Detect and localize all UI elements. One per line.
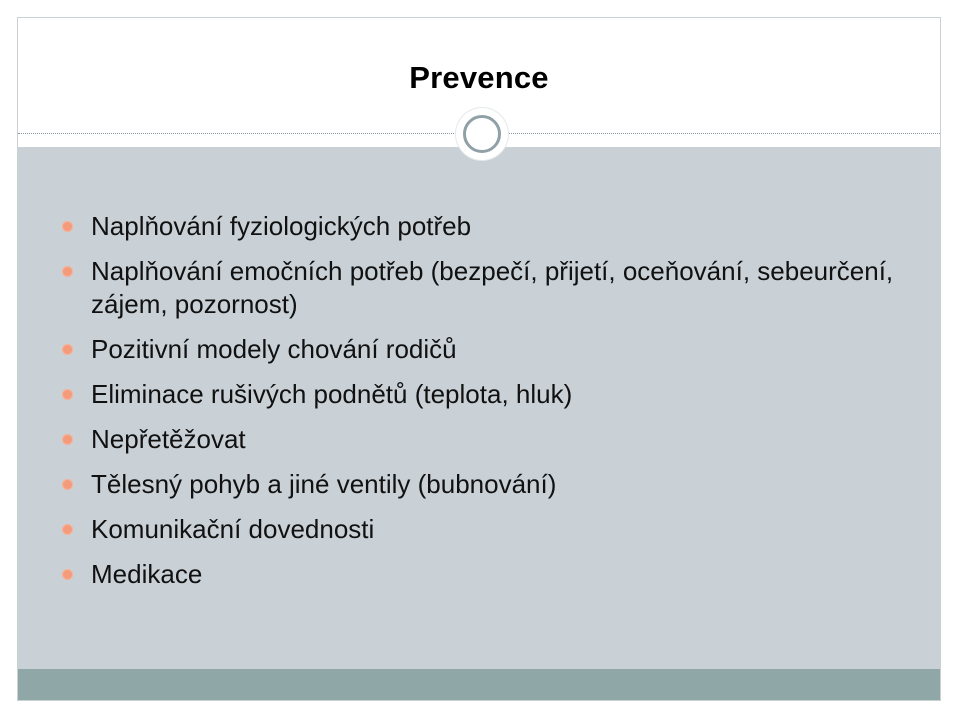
- circle-bullet-icon: [62, 221, 73, 232]
- list-item: [62, 468, 902, 501]
- page-title: Prevence: [409, 60, 549, 95]
- list-item: [62, 423, 902, 456]
- circle-bullet-icon: [62, 434, 73, 445]
- circle-bullet-icon: [62, 389, 73, 400]
- list-item: [62, 513, 902, 546]
- bullet-text: Eliminace rušivých podnětů (teplota, hluk): [91, 379, 573, 409]
- bullet-text: Pozitivní modely chování rodičů: [91, 334, 457, 364]
- list-item: [62, 210, 902, 243]
- list-item: [62, 558, 902, 591]
- bullet-text: Nepřetěžovat: [91, 424, 246, 454]
- ring-inner: [463, 115, 501, 153]
- circle-bullet-icon: [62, 569, 73, 580]
- slide: [17, 17, 941, 701]
- list-item: [62, 255, 902, 321]
- list-item: [62, 378, 902, 411]
- bullet-text: Komunikační dovednosti: [91, 514, 375, 544]
- bullet-text: Medikace: [91, 559, 203, 589]
- bullet-text: Naplňování emočních potřeb (bezpečí, přijetí, oceňování, sebeurčení, zájem, pozornost): [91, 256, 894, 319]
- circle-bullet-icon: [62, 479, 73, 490]
- footer-bar: [18, 669, 940, 700]
- ring-icon: [456, 108, 508, 160]
- bullet-text: Naplňování fyziologických potřeb: [91, 211, 472, 241]
- circle-bullet-icon: [62, 266, 73, 277]
- list-item: [62, 333, 902, 366]
- circle-bullet-icon: [62, 524, 73, 535]
- bullet-text: Tělesný pohyb a jiné ventily (bubnování): [91, 469, 557, 499]
- circle-bullet-icon: [62, 344, 73, 355]
- bullet-list: [62, 210, 902, 603]
